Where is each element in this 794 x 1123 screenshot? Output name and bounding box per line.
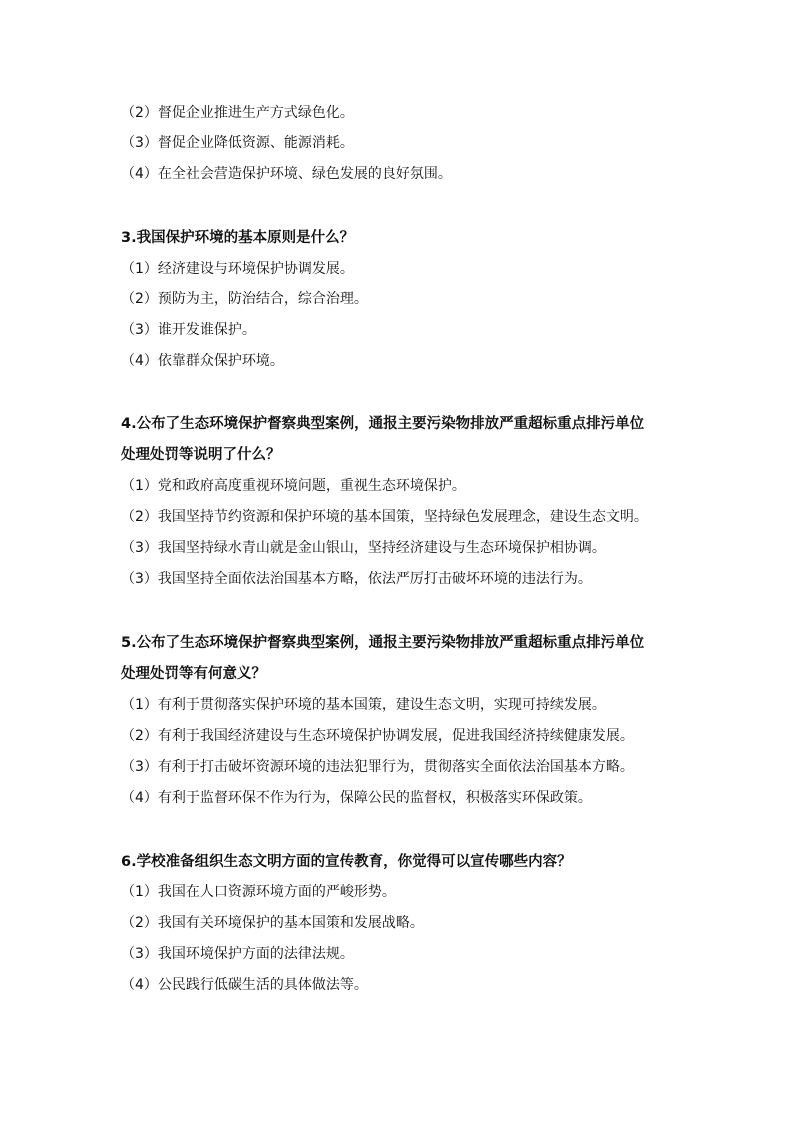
q4-item-2: （2）我国坚持节约资源和保护环境的基本国策，坚持绿色发展理念，建设生态文明。: [121, 509, 648, 525]
q6-item-2: （2）我国有关环境保护的基本国策和发展战略。: [121, 915, 424, 931]
q4-item-3: （3）我国坚持绿水青山就是金山银山，坚持经济建设与生态环境保护相协调。: [121, 540, 606, 556]
intro-item-3: （3）督促企业降低资源、能源消耗。: [121, 135, 354, 151]
q5-item-2: （2）有利于我国经济建设与生态环境保护协调发展，促进我国经济持续健康发展。: [121, 728, 634, 744]
question-5-title-line-1: 5.公布了生态环境保护督察典型案例，通报主要污染物排放严重超标重点排污单位: [121, 635, 645, 651]
question-3-title: 3.我国保护环境的基本原则是什么？: [121, 230, 355, 246]
q3-item-2: （2）预防为主，防治结合，综合治理。: [121, 291, 368, 307]
intro-item-4: （4）在全社会营造保护环境、绿色发展的良好氛围。: [121, 166, 452, 182]
question-4-title-line-1: 4.公布了生态环境保护督察典型案例，通报主要污染物排放严重超标重点排污单位: [121, 416, 645, 432]
q5-item-3: （3）有利于打击破坏资源环境的违法犯罪行为，贯彻落实全面依法治国基本方略。: [121, 759, 634, 775]
q4-item-4: （3）我国坚持全面依法治国基本方略，依法严厉打击破坏环境的违法行为。: [121, 571, 592, 587]
q6-item-1: （1）我国在人口资源环境方面的严峻形势。: [121, 884, 396, 900]
q6-item-3: （3）我国环境保护方面的法律法规。: [121, 946, 354, 962]
q3-item-1: （1）经济建设与环境保护协调发展。: [121, 261, 354, 277]
q3-item-3: （3）谁开发谁保护。: [121, 322, 256, 338]
intro-item-2: （2）督促企业推进生产方式绿色化。: [121, 105, 354, 121]
question-6-title: 6.学校准备组织生态文明方面的宣传教育，你觉得可以宣传哪些内容？: [121, 854, 572, 870]
q6-item-4: （4）公民践行低碳生活的具体做法等。: [121, 977, 368, 993]
question-5-title-line-2: 处理处罚等有何意义？: [121, 666, 266, 682]
q5-item-4: （4）有利于监督环保不作为行为，保障公民的监督权，积极落实环保政策。: [121, 790, 592, 806]
q5-item-1: （1）有利于贯彻落实保护环境的基本国策，建设生态文明，实现可持续发展。: [121, 697, 606, 713]
question-4-title-line-2: 处理处罚等说明了什么？: [121, 447, 281, 463]
q3-item-4: （4）依靠群众保护环境。: [121, 353, 284, 369]
q4-item-1: （1）党和政府高度重视环境问题，重视生态环境保护。: [121, 478, 466, 494]
